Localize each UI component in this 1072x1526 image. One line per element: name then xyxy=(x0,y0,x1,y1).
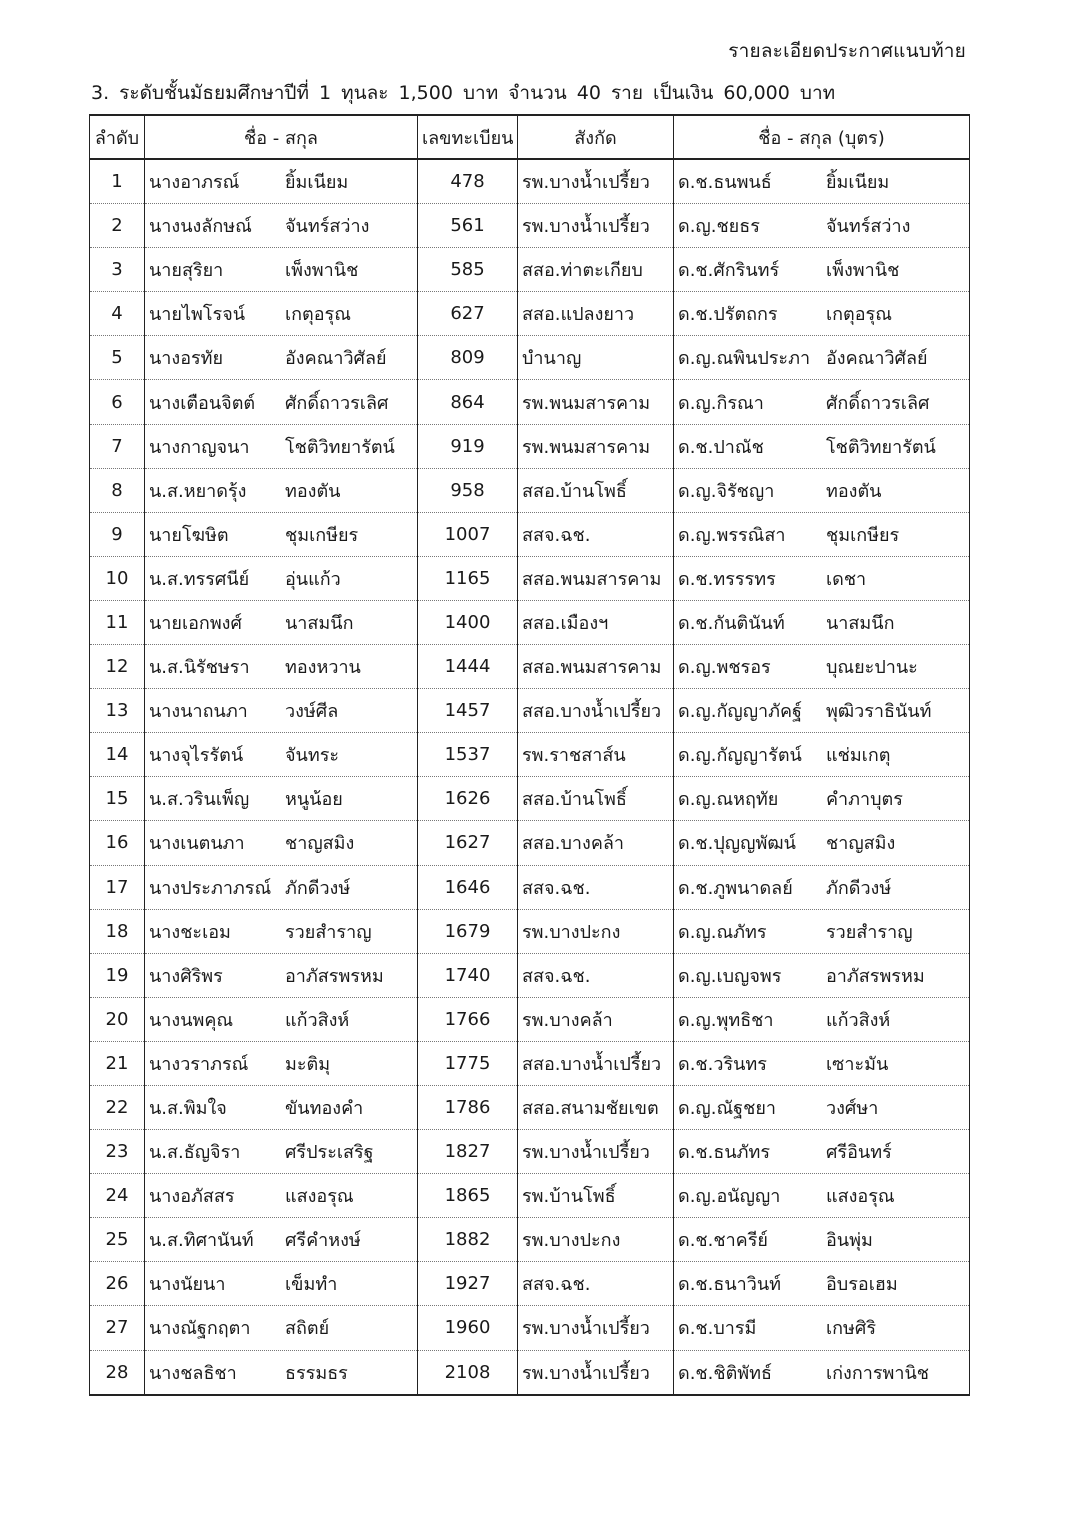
registration-number: 1537 xyxy=(418,733,518,777)
member-last-name: อุ่นแก้ว xyxy=(285,568,341,590)
registration-number: 1927 xyxy=(418,1262,518,1306)
child-last-name: บุณยะปานะ xyxy=(826,657,918,679)
table-row xyxy=(90,645,970,689)
affiliation: สสอ.บ้านโพธิ์ xyxy=(518,468,674,512)
member-last-name: ธรรมธร xyxy=(285,1362,348,1384)
affiliation: สสอ.บางน้ำเปรี้ยว xyxy=(518,689,674,733)
registration-number: 478 xyxy=(418,159,518,204)
child-last-name: ภักดีวงษ์ xyxy=(826,877,892,899)
child-last-name: อิบรอเฮม xyxy=(826,1274,898,1296)
member-first-name: นางนพคุณ xyxy=(149,1009,234,1031)
member-name xyxy=(145,733,418,777)
member-name xyxy=(145,424,418,468)
row-number: 11 xyxy=(90,600,145,644)
table-row xyxy=(90,1306,970,1350)
member-first-name: น.ส.วรินเพ็ญ xyxy=(149,789,250,811)
child-name xyxy=(674,1306,970,1350)
table-row xyxy=(90,336,970,380)
member-first-name: นางจุไรรัตน์ xyxy=(149,745,244,767)
member-first-name: นายเอกพงศ์ xyxy=(149,612,242,634)
child-first-name: ด.ช.ภูพนาดลย์ xyxy=(678,877,793,899)
child-name xyxy=(674,159,970,204)
member-last-name: แสงอรุณ xyxy=(285,1186,354,1208)
child-first-name: ด.ญ.กิรณา xyxy=(678,392,764,414)
table-row xyxy=(90,600,970,644)
child-last-name: ศรีอินทร์ xyxy=(826,1142,892,1164)
row-number: 25 xyxy=(90,1218,145,1262)
row-number: 1 xyxy=(90,159,145,204)
child-last-name: อังคณาวิศัลย์ xyxy=(826,348,928,370)
affiliation: รพ.พนมสารคาม xyxy=(518,380,674,424)
member-last-name: มะติมุ xyxy=(285,1053,331,1075)
child-name xyxy=(674,777,970,821)
child-last-name: จันทร์สว่าง xyxy=(826,216,911,238)
registration-number: 1444 xyxy=(418,645,518,689)
member-name xyxy=(145,1218,418,1262)
member-name xyxy=(145,777,418,821)
registration-number: 1646 xyxy=(418,865,518,909)
child-name xyxy=(674,733,970,777)
member-name xyxy=(145,1130,418,1174)
registration-number: 1960 xyxy=(418,1306,518,1350)
table-row xyxy=(90,512,970,556)
member-name xyxy=(145,556,418,600)
row-number: 26 xyxy=(90,1262,145,1306)
member-first-name: นางชลธิชา xyxy=(149,1362,237,1384)
affiliation: สสอ.บางน้ำเปรี้ยว xyxy=(518,1041,674,1085)
child-last-name: พุฒิวราธินันท์ xyxy=(826,701,932,723)
child-name xyxy=(674,865,970,909)
member-last-name: แก้วสิงห์ xyxy=(285,1009,350,1031)
child-first-name: ด.ญ.กัญญาภัคฐ์ xyxy=(678,701,802,723)
row-number: 3 xyxy=(90,248,145,292)
affiliation: รพ.บางน้ำเปรี้ยว xyxy=(518,159,674,204)
member-first-name: นางอรทัย xyxy=(149,348,224,370)
affiliation: สสอ.พนมสารคาม xyxy=(518,645,674,689)
registration-number: 561 xyxy=(418,204,518,248)
table-row xyxy=(90,909,970,953)
affiliation: รพ.ราชสาส์น xyxy=(518,733,674,777)
child-name xyxy=(674,1218,970,1262)
member-first-name: นางเตือนจิตต์ xyxy=(149,392,256,414)
affiliation: บำนาญ xyxy=(518,336,674,380)
member-first-name: นายไพโรจน์ xyxy=(149,304,246,326)
member-last-name: จันทระ xyxy=(285,745,340,767)
child-first-name: ด.ช.ชาครีย์ xyxy=(678,1230,768,1252)
row-number: 5 xyxy=(90,336,145,380)
registration-number: 1775 xyxy=(418,1041,518,1085)
registration-number: 585 xyxy=(418,248,518,292)
child-name xyxy=(674,424,970,468)
table-row xyxy=(90,1262,970,1306)
child-last-name: วงศ์ษา xyxy=(826,1098,879,1120)
child-name xyxy=(674,512,970,556)
member-last-name: เพ็งพานิช xyxy=(285,260,359,282)
member-last-name: ยิ้มเนียม xyxy=(285,172,349,194)
child-name xyxy=(674,1130,970,1174)
child-name xyxy=(674,953,970,997)
member-last-name: ชาญสมิง xyxy=(285,833,355,855)
member-name xyxy=(145,336,418,380)
child-last-name: เดชา xyxy=(826,568,867,590)
child-first-name: ด.ช.วรินทร xyxy=(678,1053,767,1075)
affiliation: สสอ.สนามชัยเขต xyxy=(518,1085,674,1129)
member-last-name: ศักดิ์ถาวรเลิศ xyxy=(285,392,389,414)
member-name xyxy=(145,468,418,512)
row-number: 14 xyxy=(90,733,145,777)
child-last-name: เซาะมัน xyxy=(826,1053,889,1075)
member-last-name: เข็มทำ xyxy=(285,1274,338,1296)
child-name xyxy=(674,997,970,1041)
row-number: 10 xyxy=(90,556,145,600)
member-last-name: ทองตัน xyxy=(285,480,341,502)
member-first-name: นางเนตนภา xyxy=(149,833,245,855)
child-first-name: ด.ช.ปาณัช xyxy=(678,436,764,458)
member-name xyxy=(145,1041,418,1085)
member-last-name: ชุมเกษียร xyxy=(285,524,359,546)
child-first-name: ด.ญ.พชรอร xyxy=(678,657,771,679)
child-name xyxy=(674,645,970,689)
member-first-name: นางกาญจนา xyxy=(149,436,250,458)
row-number: 18 xyxy=(90,909,145,953)
row-number: 23 xyxy=(90,1130,145,1174)
member-first-name: นางวราภรณ์ xyxy=(149,1053,249,1075)
member-first-name: นางนงลักษณ์ xyxy=(149,216,252,238)
child-first-name: ด.ช.ธนพนธ์ xyxy=(678,172,772,194)
member-name xyxy=(145,600,418,644)
row-number: 28 xyxy=(90,1350,145,1395)
child-name xyxy=(674,1174,970,1218)
affiliation: สสจ.ฉช. xyxy=(518,865,674,909)
header-unit: สังกัด xyxy=(518,115,674,159)
member-last-name: หนูน้อย xyxy=(285,789,343,811)
child-first-name: ด.ช.ปรัตถกร xyxy=(678,304,778,326)
member-name xyxy=(145,1262,418,1306)
child-first-name: ด.ญ.ณัฐชยา xyxy=(678,1098,776,1120)
member-name xyxy=(145,909,418,953)
registration-number: 1786 xyxy=(418,1085,518,1129)
child-first-name: ด.ญ.พรรณิสา xyxy=(678,524,786,546)
registration-number: 1827 xyxy=(418,1130,518,1174)
row-number: 24 xyxy=(90,1174,145,1218)
child-first-name: ด.ช.กันตินันท์ xyxy=(678,612,785,634)
member-first-name: นางอาภรณ์ xyxy=(149,172,240,194)
row-number: 22 xyxy=(90,1085,145,1129)
child-name xyxy=(674,600,970,644)
child-first-name: ด.ช.ชิติพัทธ์ xyxy=(678,1362,772,1384)
member-name xyxy=(145,159,418,204)
member-name xyxy=(145,292,418,336)
child-first-name: ด.ญ.ณภัทร xyxy=(678,921,767,943)
page-header: รายละเอียดประกาศแนบท้าย xyxy=(728,40,966,62)
child-name xyxy=(674,380,970,424)
member-first-name: นางชะเอม xyxy=(149,921,231,943)
member-first-name: น.ส.พิมใจ xyxy=(149,1098,227,1120)
child-last-name: คำภาบุตร xyxy=(826,789,903,811)
child-name xyxy=(674,336,970,380)
child-name xyxy=(674,248,970,292)
child-last-name: นาสมนึก xyxy=(826,612,895,634)
child-last-name: โชติวิทยารัตน์ xyxy=(826,436,936,458)
child-name xyxy=(674,689,970,733)
registration-number: 1766 xyxy=(418,997,518,1041)
child-last-name: ศักดิ์ถาวรเลิศ xyxy=(826,392,930,414)
child-name xyxy=(674,1085,970,1129)
child-first-name: ด.ญ.จิรัชญา xyxy=(678,480,775,502)
child-last-name: อินพุ่ม xyxy=(826,1230,873,1252)
member-first-name: น.ส.ทรรศนีย์ xyxy=(149,568,250,590)
child-last-name: ชาญสมิง xyxy=(826,833,896,855)
member-first-name: นางประภาภรณ์ xyxy=(149,877,272,899)
table-row xyxy=(90,248,970,292)
registration-number: 1400 xyxy=(418,600,518,644)
member-last-name: สถิตย์ xyxy=(285,1318,330,1340)
row-number: 12 xyxy=(90,645,145,689)
registration-number: 809 xyxy=(418,336,518,380)
header-name: ชื่อ - สกุล xyxy=(145,115,418,159)
member-name xyxy=(145,997,418,1041)
member-first-name: นางศิริพร xyxy=(149,965,223,987)
registration-number: 1679 xyxy=(418,909,518,953)
member-first-name: นางณัฐกฤตา xyxy=(149,1318,251,1340)
affiliation: สสจ.ฉช. xyxy=(518,953,674,997)
child-last-name: อาภัสรพรหม xyxy=(826,965,925,987)
child-first-name: ด.ญ.ชยธร xyxy=(678,216,760,238)
member-first-name: นายสุริยา xyxy=(149,260,224,282)
member-name xyxy=(145,865,418,909)
child-first-name: ด.ช.ทรรรทร xyxy=(678,568,776,590)
registration-number: 627 xyxy=(418,292,518,336)
table-row xyxy=(90,865,970,909)
child-first-name: ด.ญ.พุทธิชา xyxy=(678,1009,774,1031)
member-name xyxy=(145,645,418,689)
member-last-name: นาสมนึก xyxy=(285,612,354,634)
row-number: 20 xyxy=(90,997,145,1041)
registration-number: 1865 xyxy=(418,1174,518,1218)
affiliation: รพ.บางน้ำเปรี้ยว xyxy=(518,204,674,248)
child-last-name: ยิ้มเนียม xyxy=(826,172,890,194)
member-name xyxy=(145,248,418,292)
child-last-name: เพ็งพานิช xyxy=(826,260,900,282)
affiliation: รพ.พนมสารคาม xyxy=(518,424,674,468)
registration-number: 1627 xyxy=(418,821,518,865)
child-last-name: แสงอรุณ xyxy=(826,1186,895,1208)
row-number: 27 xyxy=(90,1306,145,1350)
registration-number: 1882 xyxy=(418,1218,518,1262)
member-name xyxy=(145,380,418,424)
member-last-name: อาภัสรพรหม xyxy=(285,965,384,987)
row-number: 7 xyxy=(90,424,145,468)
child-name xyxy=(674,821,970,865)
registration-number: 864 xyxy=(418,380,518,424)
row-number: 2 xyxy=(90,204,145,248)
table-row xyxy=(90,1350,970,1395)
member-last-name: ขันทองคำ xyxy=(285,1098,364,1120)
table-body xyxy=(90,159,970,1395)
registration-number: 1165 xyxy=(418,556,518,600)
affiliation: รพ.บางน้ำเปรี้ยว xyxy=(518,1306,674,1350)
row-number: 19 xyxy=(90,953,145,997)
child-first-name: ด.ช.ธนภัทร xyxy=(678,1142,771,1164)
child-first-name: ด.ญ.เบญจพร xyxy=(678,965,782,987)
child-last-name: แช่มเกตุ xyxy=(826,745,891,767)
child-first-name: ด.ช.ธนาวินท์ xyxy=(678,1274,782,1296)
member-first-name: น.ส.ทิศานันท์ xyxy=(149,1230,254,1252)
row-number: 17 xyxy=(90,865,145,909)
member-name xyxy=(145,821,418,865)
table-row xyxy=(90,556,970,600)
member-last-name: รวยสำราญ xyxy=(285,921,372,943)
table-row xyxy=(90,733,970,777)
registration-number: 919 xyxy=(418,424,518,468)
table-row xyxy=(90,821,970,865)
affiliation: สสจ.ฉช. xyxy=(518,1262,674,1306)
row-number: 16 xyxy=(90,821,145,865)
child-last-name: ชุมเกษียร xyxy=(826,524,900,546)
child-name xyxy=(674,1350,970,1395)
member-name xyxy=(145,689,418,733)
child-last-name: เกตุอรุณ xyxy=(826,304,892,326)
child-name xyxy=(674,909,970,953)
member-first-name: นางนาถนภา xyxy=(149,701,248,723)
member-last-name: อังคณาวิศัลย์ xyxy=(285,348,387,370)
member-first-name: นางนัยนา xyxy=(149,1274,226,1296)
row-number: 21 xyxy=(90,1041,145,1085)
affiliation: รพ.บางปะกง xyxy=(518,909,674,953)
row-number: 15 xyxy=(90,777,145,821)
table-row xyxy=(90,1174,970,1218)
member-name xyxy=(145,953,418,997)
affiliation: รพ.บางน้ำเปรี้ยว xyxy=(518,1130,674,1174)
child-last-name: เกษศิริ xyxy=(826,1318,877,1340)
member-last-name: ศรีประเสริฐ xyxy=(285,1142,374,1164)
table-row xyxy=(90,424,970,468)
member-last-name: โชติวิทยารัตน์ xyxy=(285,436,395,458)
header-no: ลำดับ xyxy=(90,115,145,159)
row-number: 9 xyxy=(90,512,145,556)
row-number: 8 xyxy=(90,468,145,512)
member-last-name: ศรีคำหงษ์ xyxy=(285,1230,361,1252)
row-number: 4 xyxy=(90,292,145,336)
member-last-name: เกตุอรุณ xyxy=(285,304,351,326)
member-last-name: จันทร์สว่าง xyxy=(285,216,370,238)
affiliation: รพ.บางคล้า xyxy=(518,997,674,1041)
table-row xyxy=(90,468,970,512)
child-name xyxy=(674,1262,970,1306)
member-name xyxy=(145,204,418,248)
child-name xyxy=(674,204,970,248)
registration-number: 1007 xyxy=(418,512,518,556)
member-first-name: น.ส.หยาดรุ้ง xyxy=(149,480,247,502)
child-first-name: ด.ญ.ณหฤทัย xyxy=(678,789,779,811)
affiliation: สสอ.ท่าตะเกียบ xyxy=(518,248,674,292)
child-first-name: ด.ช.บารมี xyxy=(678,1318,757,1340)
affiliation: สสอ.เมืองฯ xyxy=(518,600,674,644)
table-row xyxy=(90,953,970,997)
table-row xyxy=(90,380,970,424)
child-last-name: รวยสำราญ xyxy=(826,921,913,943)
table-row xyxy=(90,777,970,821)
child-last-name: แก้วสิงห์ xyxy=(826,1009,891,1031)
affiliation: สสจ.ฉช. xyxy=(518,512,674,556)
child-last-name: ทองตัน xyxy=(826,480,882,502)
member-name xyxy=(145,1085,418,1129)
member-name xyxy=(145,1174,418,1218)
registration-number: 1457 xyxy=(418,689,518,733)
member-first-name: นางอภัสสร xyxy=(149,1186,235,1208)
table-header-row xyxy=(90,115,970,159)
table-row xyxy=(90,1130,970,1174)
member-last-name: ภักดีวงษ์ xyxy=(285,877,351,899)
section-heading: 3. ระดับชั้นมัธยมศึกษาปีที่ 1 ทุนละ 1,500 บาท จำนวน 40 ราย เป็นเงิน 60,000 บาท xyxy=(91,82,836,104)
child-first-name: ด.ญ.ณพินประภา xyxy=(678,348,811,370)
registration-number: 1740 xyxy=(418,953,518,997)
member-last-name: ทองหวาน xyxy=(285,657,361,679)
child-first-name: ด.ช.ศักรินทร์ xyxy=(678,260,780,282)
registration-number: 1626 xyxy=(418,777,518,821)
recipients-table xyxy=(89,114,970,1396)
member-name xyxy=(145,1306,418,1350)
table-row xyxy=(90,689,970,733)
child-first-name: ด.ญ.อนัญญา xyxy=(678,1186,781,1208)
row-number: 13 xyxy=(90,689,145,733)
member-first-name: นายโฆษิต xyxy=(149,524,229,546)
child-name xyxy=(674,556,970,600)
header-reg: เลขทะเบียน xyxy=(418,115,518,159)
affiliation: รพ.บางปะกง xyxy=(518,1218,674,1262)
child-name xyxy=(674,1041,970,1085)
child-name xyxy=(674,468,970,512)
child-first-name: ด.ญ.กัญญารัตน์ xyxy=(678,745,802,767)
affiliation: สสอ.บ้านโพธิ์ xyxy=(518,777,674,821)
affiliation: สสอ.แปลงยาว xyxy=(518,292,674,336)
member-first-name: น.ส.นิรัชษรา xyxy=(149,657,250,679)
child-last-name: เก่งการพานิช xyxy=(826,1362,930,1384)
registration-number: 2108 xyxy=(418,1350,518,1395)
table-row xyxy=(90,204,970,248)
header-child: ชื่อ - สกุล (บุตร) xyxy=(674,115,970,159)
member-first-name: น.ส.ธัญจิรา xyxy=(149,1142,241,1164)
row-number: 6 xyxy=(90,380,145,424)
member-name xyxy=(145,1350,418,1395)
registration-number: 958 xyxy=(418,468,518,512)
table-row xyxy=(90,159,970,204)
affiliation: รพ.บางน้ำเปรี้ยว xyxy=(518,1350,674,1395)
affiliation: รพ.บ้านโพธิ์ xyxy=(518,1174,674,1218)
child-name xyxy=(674,292,970,336)
member-name xyxy=(145,512,418,556)
table-row xyxy=(90,292,970,336)
child-first-name: ด.ช.ปุญญพัฒน์ xyxy=(678,833,796,855)
table-row xyxy=(90,1218,970,1262)
affiliation: สสอ.บางคล้า xyxy=(518,821,674,865)
member-last-name: วงษ์ศีล xyxy=(285,701,339,723)
affiliation: สสอ.พนมสารคาม xyxy=(518,556,674,600)
table-row xyxy=(90,1085,970,1129)
table-row xyxy=(90,997,970,1041)
table-row xyxy=(90,1041,970,1085)
